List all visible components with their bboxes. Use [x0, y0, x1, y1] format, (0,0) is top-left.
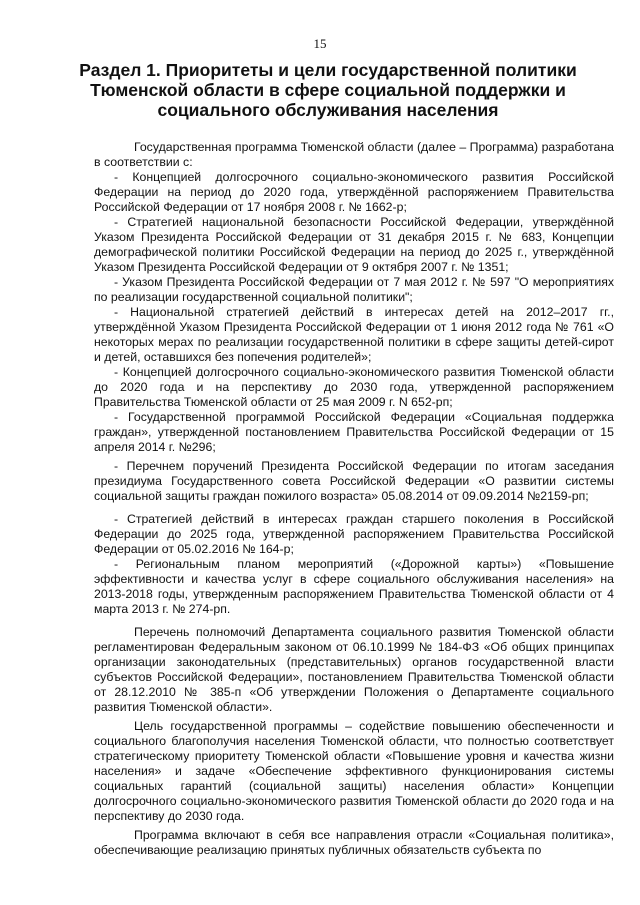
authority-paragraph: Перечень полномочий Департамента социального развития Тюменской области регламентирован Федеральным законом от 06.10.1999 № 184-ФЗ «Об общих принципах организации законодательных (представительных) органов государственной власти субъектов Российской Федерации», постановлением Правительства Тюменской области от 28.12.2010 № 385-п «Об утверждении Положения о Департаменте социального развития Тюменской области».	[94, 625, 614, 714]
document-body	[94, 140, 614, 858]
list-item: - Национальной стратегией действий в интересах детей на 2012–2017 гг., утверждённой Указом Президента Российской Федерации от 1 июня 2012 года № 761 «О некоторых мерах по реализации государственной политики в сфере защиты детей-сирот и детей, оставшихся без попечения родителей»;	[94, 305, 614, 364]
list-item: - Стратегией действий в интересах граждан старшего поколения в Российской Федерации до 2025 года, утвержденной распоряжением Правительства Российской Федерации от 05.02.2016 № 164-р;	[94, 512, 614, 556]
list-item: - Концепцией долгосрочного социально-экономического развития Тюменской области до 2020 года и на перспективу до 2030 года, утвержденной распоряжением Правительства Тюменской области от 25 мая 2009 г. N 652-рп;	[94, 365, 614, 409]
list-item: - Указом Президента Российской Федерации от 7 мая 2012 г. № 597 "О мероприятиях по реализации государственной социальной политики";	[94, 275, 614, 304]
goal-paragraph: Цель государственной программы – содействие повышению обеспеченности и социального благополучия населения Тюменской области, что полностью соответствует стратегическому приоритету Тюменской области «Повышение уровня и качества жизни населения» и задаче «Обеспечение эффективного функционирования системы социальных гарантий (социальной защиты) населения области» Концепции долгосрочного социально-экономического развития Тюменской области до 2020 года и на перспективу до 2030 года.	[94, 719, 614, 823]
list-item: - Региональным планом мероприятий («Дорожной карты») «Повышение эффективности и качества услуг в сфере социального обслуживания населения» на 2013-2018 годы, утвержденным распоряжением Правительства Тюменской области от 4 марта 2013 г. № 274-рп.	[94, 557, 614, 616]
section-heading: Раздел 1. Приоритеты и цели государственной политики Тюменской области в сфере социальной поддержки и социального обслуживания населения	[79, 60, 577, 120]
list-item: - Государственной программой Российской Федерации «Социальная поддержка граждан», утвержденной постановлением Правительства Российской Федерации от 15 апреля 2014 г. №296;	[94, 410, 614, 454]
list-item: - Концепцией долгосрочного социально-экономического развития Российской Федерации на период до 2020 года, утверждённой распоряжением Правительства Российской Федерации от 17 ноября 2008 г. № 1662-р;	[94, 170, 614, 214]
list-item: - Стратегией национальной безопасности Российской Федерации, утверждённой Указом Президента Российской Федерации от 31 декабря 2015 г. № 683, Концепции демографической политики Российской Федерации на период до 2025 г., утверждённой Указом Президента Российской Федерации от 9 октября 2007 г. № 1351;	[94, 215, 614, 274]
scope-paragraph: Программа включают в себя все направления отрасли «Социальная политика», обеспечивающие реализацию принятых публичных обязательств субъекта по	[94, 828, 614, 857]
list-item: - Перечнем поручений Президента Российской Федерации по итогам заседания президиума Государственного совета Российской Федерации «О развитии системы социальной защиты граждан пожилого возраста» 05.08.2014 от 09.09.2014 №2159-рп;	[94, 459, 614, 503]
page-number: 15	[313, 36, 327, 51]
intro-paragraph: Государственная программа Тюменской области (далее – Программа) разработана в соответствии с:	[94, 140, 614, 169]
